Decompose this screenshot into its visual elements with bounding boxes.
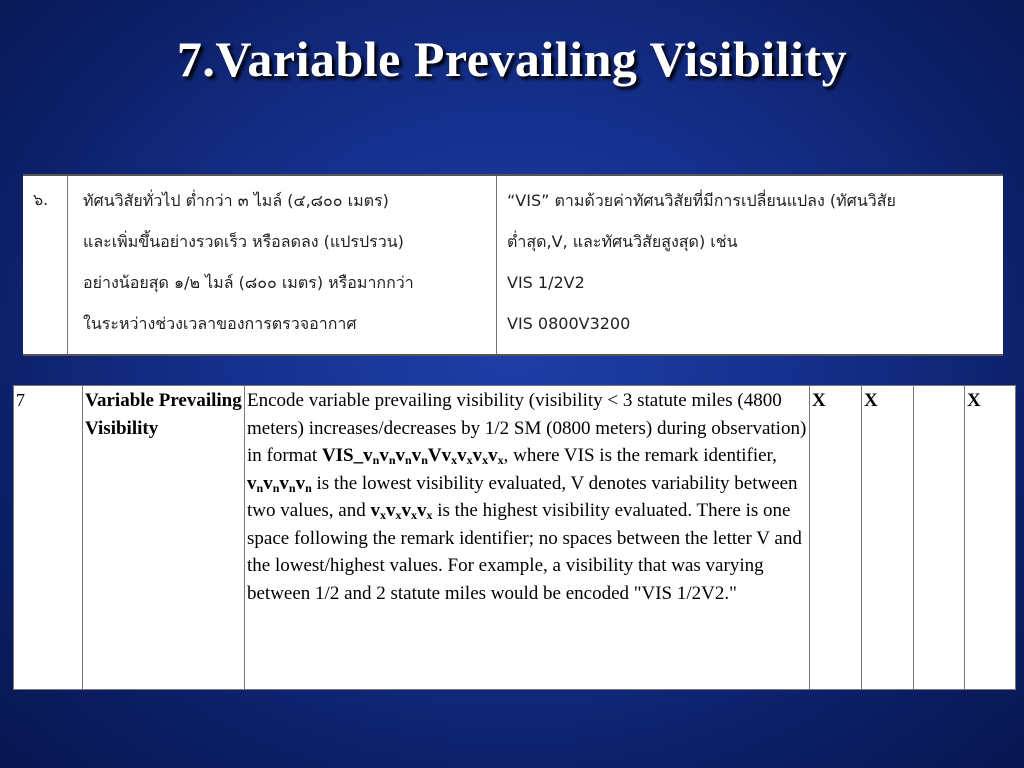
thai-encoding-line: ต่ำสุด,V, และทัศนวิสัยสูงสุด) เช่น	[507, 232, 738, 251]
format-string: $VIS\_v_nv_nv_nv_nVv_xv_xv_xv_x$	[321, 445, 504, 467]
description-intro: Encode variable prevailing visibility (visibility < 3 statute miles (4800 meters) increases/decreases by 1/2 SM (0800 meters) during observation) in format	[247, 390, 807, 466]
thai-reference-table	[23, 174, 1003, 356]
remark-number: 7	[14, 386, 83, 690]
thai-description-line: ในระหว่างช่วงเวลาของการตรวจอากาศ	[83, 314, 357, 333]
remark-description	[245, 386, 810, 690]
thai-encoding	[507, 180, 997, 344]
table-row	[14, 386, 1016, 690]
lowest-value-token: $v_nv_nv_nv_n$	[247, 472, 312, 495]
thai-row-number: ๖.	[33, 190, 49, 209]
description-highest: is the highest visibility evaluated. There is one space following the remark identifier; no spaces between the letter V and the lowest/highest values. For example, a visibility that was varying between 1/2 and 2 statute miles would be encoded "VIS 1/2V2."	[247, 500, 802, 604]
description-where: , where VIS is the remark identifier,	[503, 445, 777, 466]
applicability-mark: X	[810, 386, 862, 690]
remark-name: Variable Prevailing Visibility	[83, 386, 245, 690]
applicability-mark	[914, 386, 965, 690]
applicability-mark: X	[862, 386, 914, 690]
slide-title: 7.Variable Prevailing Visibility	[176, 31, 848, 87]
highest-value-token: $v_xv_xv_xv_x$	[370, 500, 433, 522]
thai-encoding-line: “VIS” ตามด้วยค่าทัศนวิสัยที่มีการเปลี่ยนแปลง (ทัศนวิสัย	[507, 191, 896, 210]
applicability-mark: X	[965, 386, 1016, 690]
remark-definition-table	[13, 385, 1016, 690]
thai-encoding-line: VIS 0800V3200	[507, 314, 631, 333]
thai-description-line: ทัศนวิสัยทั่วไป ต่ำกว่า ๓ ไมล์ (๔,๘๐๐ เมตร)	[83, 191, 389, 210]
thai-column-divider	[496, 176, 497, 354]
description-lowest: is the lowest visibility evaluated, V denotes variability between two values, and	[247, 472, 798, 521]
thai-description	[83, 180, 493, 344]
thai-encoding-line: VIS 1/2V2	[507, 273, 585, 292]
thai-description-line: อย่างน้อยสุด ๑/๒ ไมล์ (๘๐๐ เมตร) หรือมากกว่า	[83, 273, 414, 292]
thai-column-divider	[67, 176, 68, 354]
thai-description-line: และเพิ่มขึ้นอย่างรวดเร็ว หรือลดลง (แปรปรวน)	[83, 232, 404, 251]
